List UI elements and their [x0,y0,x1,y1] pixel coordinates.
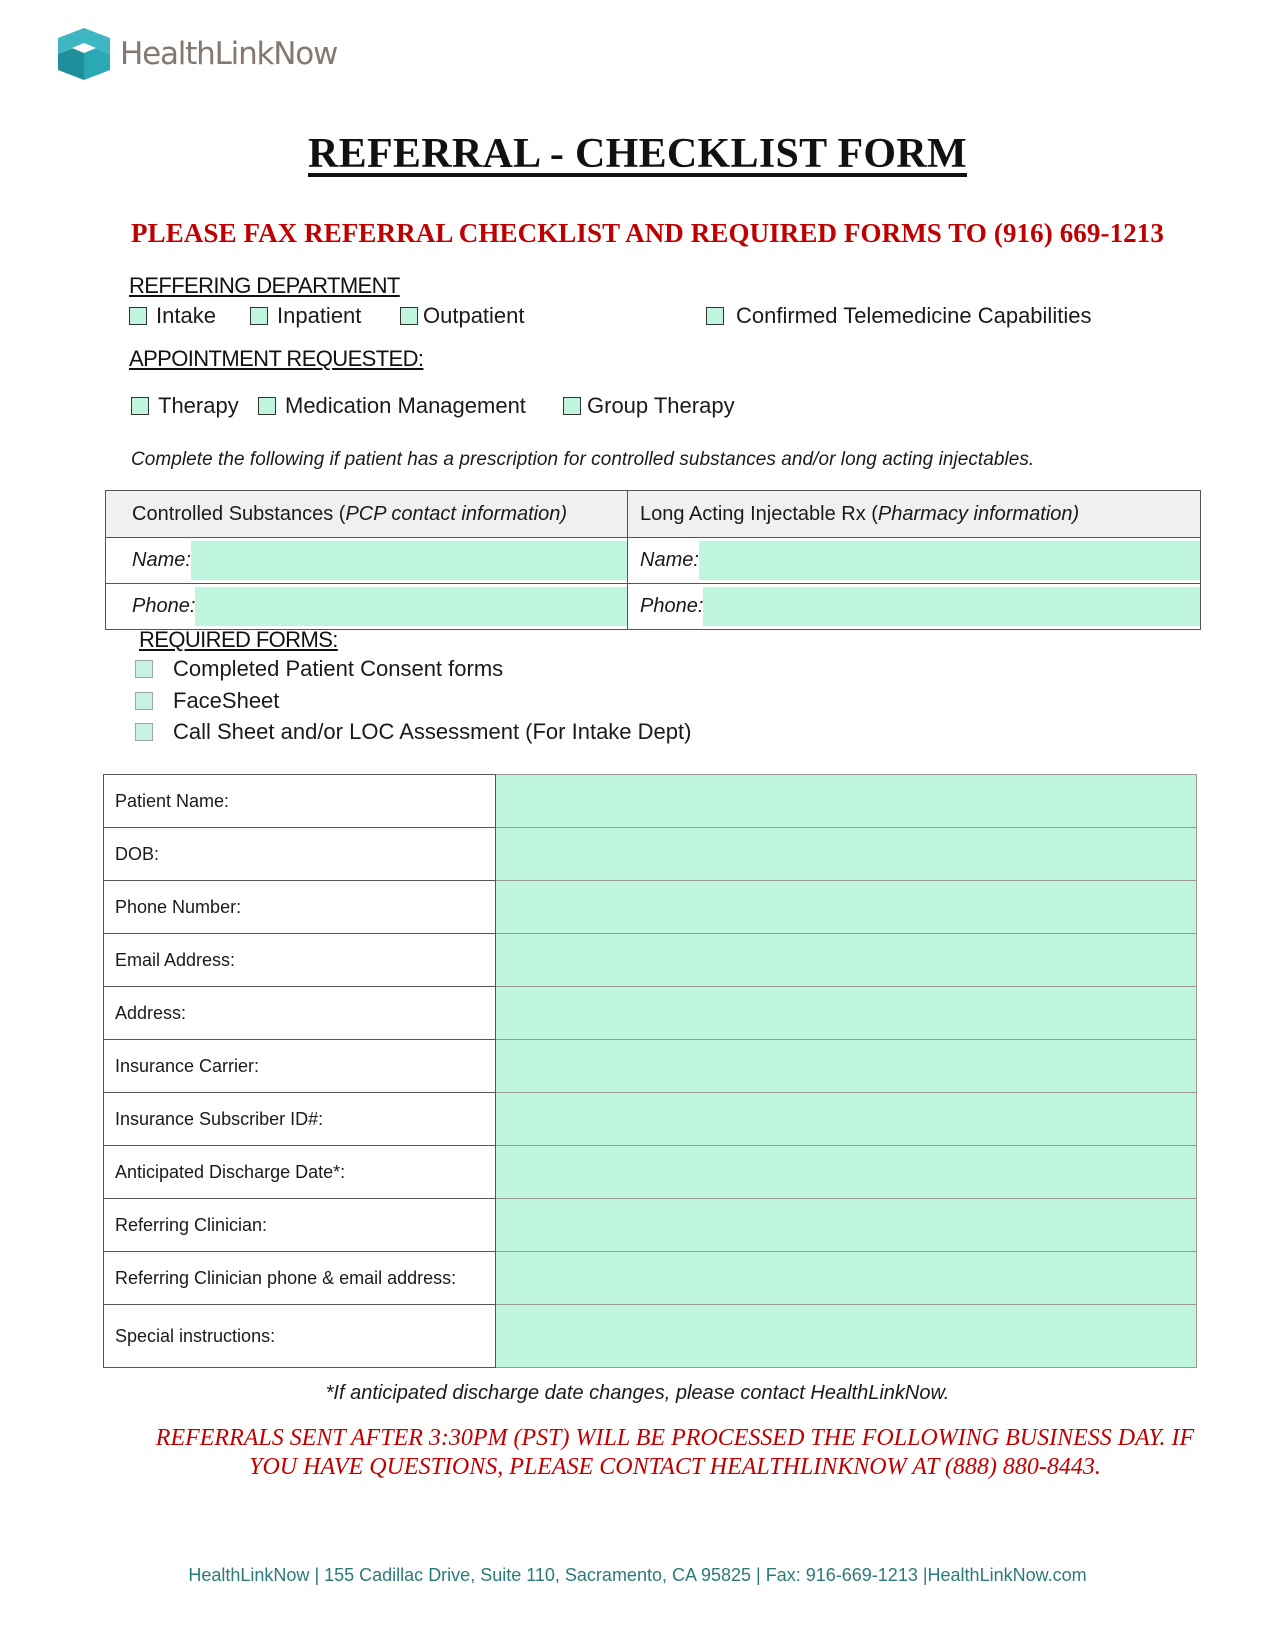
table-row [104,828,1197,881]
checkbox-patient-consent[interactable] [135,656,503,682]
insurance-carrier-field[interactable] [496,1040,1197,1093]
checkbox-label: Medication Management [285,393,526,418]
field-label: Patient Name: [104,775,496,828]
fax-instruction: PLEASE FAX REFERRAL CHECKLIST AND REQUIRED FORMS TO (916) 669-1213 [131,218,1164,248]
controlled-substances-note: Complete the following if patient has a prescription for controlled substances and/or long acting injectables. [131,449,1035,470]
anticipated-discharge-date-field[interactable] [496,1146,1197,1199]
field-label: Special instructions: [104,1305,496,1368]
checkbox-label: Call Sheet and/or LOC Assessment (For Intake Dept) [173,719,692,744]
header-text: Controlled Substances ( [132,502,346,525]
table-row [106,584,1201,630]
footer-company: HealthLinkNow [188,1565,310,1585]
checkbox-icon[interactable] [258,397,276,415]
pcp-name-cell [106,538,628,584]
referring-department-heading: REFFERING DEPARTMENT [129,273,400,298]
checkbox-inpatient[interactable] [250,303,361,329]
header-text: Long Acting Injectable Rx ( [640,502,878,525]
field-label: Referring Clinician phone & email address: [104,1252,496,1305]
table-row [106,538,1201,584]
table-row [104,1199,1197,1252]
pharmacy-name-field[interactable] [699,541,1200,580]
checkbox-label: Intake [156,303,216,328]
name-label: Name: [132,549,191,571]
checkbox-label: Outpatient [423,303,525,328]
brand-name-part2: Link [214,36,274,72]
checkbox-icon[interactable] [135,723,153,741]
warning-line-1: REFERRALS SENT AFTER 3:30PM (PST) WILL BE PROCESSED THE FOLLOWING BUSINESS DAY. IF [155,1425,1195,1451]
table-row [104,1252,1197,1305]
discharge-date-note: *If anticipated discharge date changes, please contact HealthLinkNow. [325,1382,950,1404]
controlled-substances-header [106,491,628,538]
phone-number-field[interactable] [496,881,1197,934]
brand-name-part1: Health [120,36,215,72]
required-forms-heading: REQUIRED FORMS: [139,627,338,652]
table-row [104,934,1197,987]
appointment-requested-heading: APPOINTMENT REQUESTED: [129,346,424,371]
patient-info-table [103,774,1197,1368]
footer-separator: | [751,1565,766,1585]
checkbox-outpatient[interactable] [400,303,525,329]
field-label: Address: [104,987,496,1040]
field-label: Phone Number: [104,881,496,934]
field-label: Anticipated Discharge Date*: [104,1146,496,1199]
checkbox-call-sheet[interactable] [135,719,691,745]
footer-fax: Fax: 916-669-1213 [765,1565,918,1585]
field-label: Insurance Carrier: [104,1040,496,1093]
pharmacy-phone-cell [628,584,1201,630]
footer-website: HealthLinkNow.com [927,1565,1087,1585]
table-row [104,1040,1197,1093]
brand-logo [58,28,337,80]
checkbox-group-therapy[interactable] [563,393,735,419]
dob-field[interactable] [496,828,1197,881]
processing-warning [150,1424,1200,1482]
brand-name [120,36,337,72]
table-header-row [106,491,1201,538]
checkbox-icon[interactable] [706,307,724,325]
prescription-contact-table [105,490,1201,630]
long-acting-injectable-header [628,491,1201,538]
address-field[interactable] [496,987,1197,1040]
field-label: Insurance Subscriber ID#: [104,1093,496,1146]
checkbox-icon[interactable] [563,397,581,415]
checkbox-facesheet[interactable] [135,688,279,714]
page-footer [0,1565,1275,1586]
insurance-subscriber-id-field[interactable] [496,1093,1197,1146]
checkbox-icon[interactable] [131,397,149,415]
checkbox-icon[interactable] [135,660,153,678]
healthlinknow-logo-icon [58,28,110,80]
checkbox-label: Inpatient [277,303,362,328]
footer-separator: | [309,1565,325,1585]
clinician-contact-field[interactable] [496,1252,1197,1305]
checkbox-therapy[interactable] [131,393,239,419]
checkbox-label: FaceSheet [173,688,280,713]
checkbox-medication-management[interactable] [258,393,526,419]
special-instructions-field[interactable] [496,1305,1197,1368]
footer-separator: | [917,1565,928,1585]
field-label: Referring Clinician: [104,1199,496,1252]
brand-name-part3: Now [273,36,338,72]
checkbox-label: Confirmed Telemedicine Capabilities [736,303,1092,328]
patient-name-field[interactable] [496,775,1197,828]
pharmacy-name-cell [628,538,1201,584]
field-label: DOB: [104,828,496,881]
table-row [104,1305,1197,1368]
checkbox-telemedicine[interactable] [706,303,1091,329]
checkbox-icon[interactable] [400,307,418,325]
pcp-phone-field[interactable] [195,587,627,626]
phone-label: Phone: [640,595,704,617]
checkbox-icon[interactable] [129,307,147,325]
table-row [104,1093,1197,1146]
phone-label: Phone: [132,595,196,617]
warning-line-2: YOU HAVE QUESTIONS, PLEASE CONTACT HEALTHLINKNOW AT (888) 880-8443. [249,1454,1101,1480]
table-row [104,1146,1197,1199]
pcp-phone-cell [106,584,628,630]
page-title: REFERRAL - CHECKLIST FORM [308,131,967,177]
referring-clinician-field[interactable] [496,1199,1197,1252]
table-row [104,775,1197,828]
header-italic-text: Pharmacy information) [877,502,1080,525]
email-address-field[interactable] [496,934,1197,987]
checkbox-label: Completed Patient Consent forms [173,656,504,681]
table-row [104,987,1197,1040]
pharmacy-phone-field[interactable] [703,587,1200,626]
table-row [104,881,1197,934]
name-label: Name: [640,549,699,571]
checkbox-label: Therapy [158,393,239,418]
checkbox-icon[interactable] [135,692,153,710]
checkbox-icon[interactable] [250,307,268,325]
field-label: Email Address: [104,934,496,987]
footer-address: 155 Cadillac Drive, Suite 110, Sacramento, CA 95825 [324,1565,752,1585]
header-italic-text: PCP contact information) [345,502,568,525]
checkbox-label: Group Therapy [587,393,735,418]
checkbox-intake[interactable] [129,303,216,329]
pcp-name-field[interactable] [191,541,627,580]
